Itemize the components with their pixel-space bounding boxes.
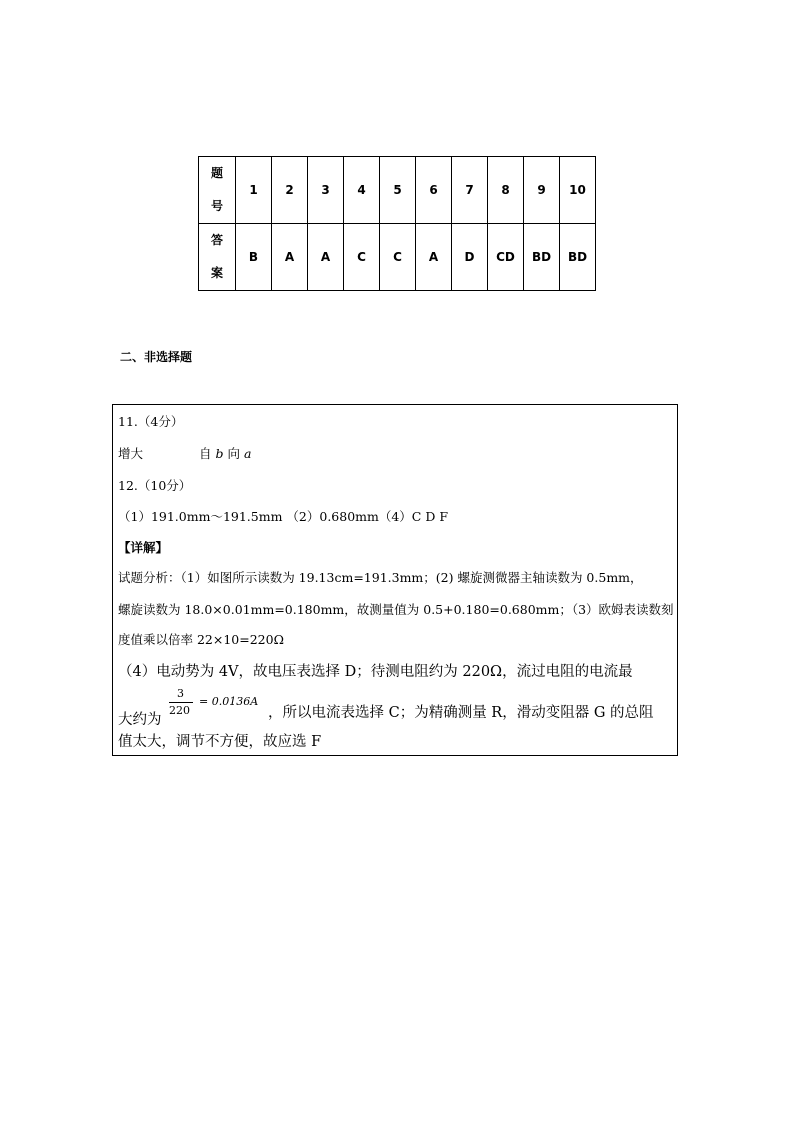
fraction-denominator: 220 [169, 704, 190, 717]
table-row-answers [199, 224, 596, 291]
question-number-cell: 6 [416, 157, 452, 224]
answer-cell: BD [524, 224, 560, 291]
header-label-char-1: 题 [210, 166, 223, 180]
analysis-line-3: 度值乘以倍率 22×10=220Ω [118, 632, 284, 647]
answer-cell: A [272, 224, 308, 291]
part4-line-2-prefix: 大约为 [118, 712, 162, 728]
answer-cell: CD [488, 224, 524, 291]
answer-table [198, 156, 596, 291]
question-number-cell: 8 [488, 157, 524, 224]
detail-heading: 【详解】 [118, 540, 169, 555]
header-cell-question-number [199, 157, 236, 224]
section-heading: 二、非选择题 [120, 350, 193, 364]
q12-header: 12.（10分） [118, 478, 192, 493]
answer-cell: A [416, 224, 452, 291]
answer-cell: B [236, 224, 272, 291]
q11-answer-b-mid: 向 [227, 446, 240, 461]
fraction-result: = 0.0136A [199, 695, 259, 708]
question-number-cell: 2 [272, 157, 308, 224]
question-number-cell: 1 [236, 157, 272, 224]
solution-box [112, 404, 678, 756]
answer-cell: BD [560, 224, 596, 291]
q11-answer-line [118, 444, 251, 462]
question-number-cell: 9 [524, 157, 560, 224]
answer-label-char-2: 案 [210, 266, 223, 280]
q12-answer: （1）191.0mm～191.5mm （2）0.680mm（4）C D F [118, 509, 449, 524]
question-number-cell: 7 [452, 157, 488, 224]
answer-label-char-1: 答 [210, 233, 223, 247]
part4-line-1: （4）电动势为 4V，故电压表选择 D；待测电阻约为 220Ω，流过电阻的电流最 [118, 664, 633, 680]
fraction-numerator: 3 [177, 687, 184, 700]
header-cell-answer [199, 224, 236, 291]
answer-cell: D [452, 224, 488, 291]
analysis-line-1: 试题分析：（1）如图所示读数为 19.13cm=191.3mm；(2) 螺旋测微器主轴读数为 0.5mm， [118, 570, 643, 585]
analysis-line-2: 螺旋读数为 18.0×0.01mm=0.180mm，故测量值为 0.5+0.180=0.680mm；（3）欧姆表读数刻 [118, 602, 674, 617]
table-row-numbers [199, 157, 596, 224]
part4-line-2-suffix: ，所以电流表选择 C；为精确测量 R，滑动变阻器 G 的总阻 [268, 705, 654, 721]
q11-answer-a: 增大 [118, 446, 144, 461]
question-number-cell: 4 [344, 157, 380, 224]
answer-cell: A [308, 224, 344, 291]
question-number-cell: 10 [560, 157, 596, 224]
answer-cell: C [344, 224, 380, 291]
q11-answer-b-var2: a [243, 446, 252, 461]
part4-line-3: 值太大，调节不方便，故应选 F [118, 734, 322, 750]
q11-answer-b-prefix: 自 [198, 446, 212, 461]
q11-header: 11.（4分） [118, 414, 184, 429]
header-label-char-2: 号 [210, 199, 223, 213]
answer-cell: C [380, 224, 416, 291]
q11-answer-b-var1: b [215, 446, 224, 461]
fraction-bar [169, 702, 193, 703]
question-number-cell: 3 [308, 157, 344, 224]
question-number-cell: 5 [380, 157, 416, 224]
